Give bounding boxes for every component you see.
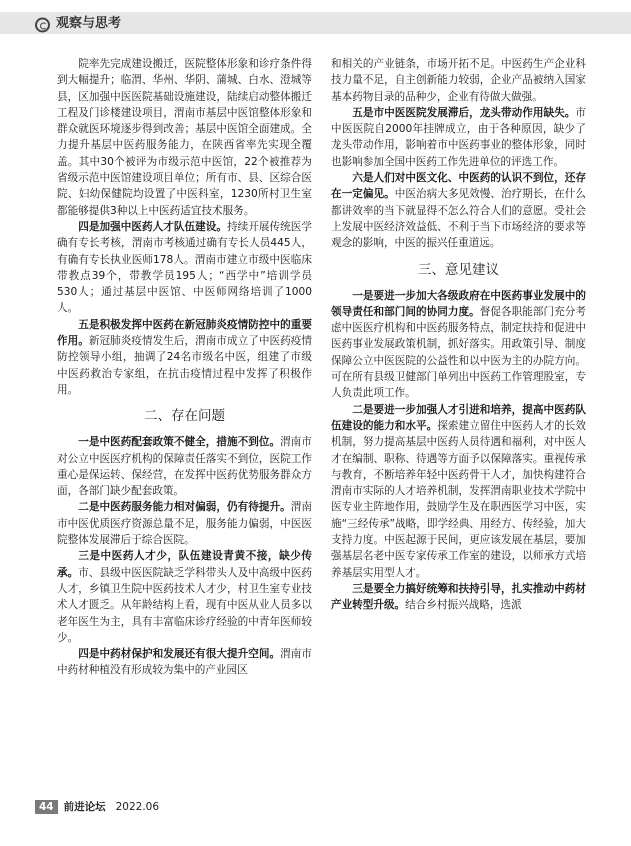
section-heading: 二、存在问题 [144,408,225,425]
body-paragraph [331,105,586,170]
paragraph-lead: 五是积极发挥中医药在新冠肺炎疫情防控中的重要作用。 [57,318,312,348]
paragraph-text: 新冠肺炎疫情发生后，渭南市成立了中医药疫情防控领导小组，抽调了24名市级名中医，组建了市级中医药救治专家组，在抗击疫情过程中发挥了积极作用。 [57,335,313,396]
page-header [0,0,631,44]
page-footer [35,800,595,814]
paragraph-lead: 五是市中医医院发展滞后，龙头带动作用缺失。 [352,106,576,119]
body-paragraph [331,402,586,581]
body-paragraph [57,219,312,317]
paragraph-lead: 一是要进一步加大各级政府在中医药事业发展中的领导责任和部门间的协同力度。 [331,289,586,318]
paragraph-text: 市、县级中医医院缺乏学科带头人及中高级中医药人才，乡镇卫生院中医药技术人才少，村卫生室专业技术人才匮乏。从年龄结构上看，现有中医从业人员多以老年医生为主，具有丰富临床诊疗经验的中青年医师较少。 [57,566,313,644]
body-paragraph [331,581,586,614]
journal-name: 前进论坛 [63,801,106,813]
paragraph-text: 市中医医院自2000年挂牌成立，由于各种原因，缺少了龙头带动作用，影响着市中医药事业的整体形象，同时也影响参加全国中医药工作先进单位的评选工作。 [331,106,586,168]
body-paragraph [57,317,312,398]
paragraph-lead: 三是中医药人才少，队伍建设青黄不接，缺少传承。 [57,550,312,579]
body-paragraph [331,170,586,251]
journal-logo-icon [35,18,50,33]
body-paragraph [57,548,312,646]
column-title: 观察与思考 [56,16,122,31]
issue-date: 2022.06 [115,801,160,813]
paragraph-text: 持续开展传统医学确有专长考核，渭南市考核通过确有专长人员445人，有确有专长执业医师178人。渭南市建立市级中医临床带教点39个，带教学员195人；“西学中”培训学员530人；通过基层中医馆、中医师网络培训了1000人。 [57,220,312,315]
paragraph-text: 和相关的产业链条，市场开拓不足。中医药生产企业科技力量不足，自主创新能力较弱，企业产品被纳入国家基本药物目录的品种少，企业有待做大做强。 [331,58,586,103]
section-heading: 三、意见建议 [418,261,499,278]
right-text-column [331,56,586,614]
body-paragraph [331,288,586,402]
paragraph-lead: 一是中医药配套政策不健全，措施不到位。 [78,436,281,449]
paragraph-text: 督促各职能部门充分考虑中医医疗机构和中医药服务特点，制定扶持和促进中医药事业发展政策机制，抓好落实。用政策引导、制度保障公立中医医院的公益性和以中医为主的办院方向。可在所有县级卫健部门单列出中医药工作管理股室，专人负责此项工作。 [331,305,587,400]
paragraph-text: 院率先完成建设搬迁，医院整体形象和诊疗条件得到大幅提升；临渭、华州、华阴、蒲城、白水、澄城等县，区加强中医医院基础设施建设，陆续启动整体搬迁工程及门诊楼建设项目，渭南市基层中医馆整体形象和群众就医环境逐步得到改善；基层中医馆全面建成。全力提升基层中医药服务能力，在陕西省率先实现全覆盖。其中30个被评为市级示范中医馆，22个被推荐为省级示范中医馆建设项目单位；所有市、县、区综合医院、妇幼保健院均设置了中医科室，1230所村卫生室都能够提供3种以上中医药适宜技术服务。 [57,58,312,217]
paragraph-lead: 六是人们对中医文化、中医药的认识不到位，还存在一定偏见。 [331,172,586,201]
paragraph-text: 结合乡村振兴战略，选派 [405,599,522,612]
paragraph-text: 中医治病大多见效慢、治疗期长，在什么都讲效率的当下就显得不怎么符合人们的意愿。受社会上发展中医经济效益低、不利于当下市场经济的要求等观念的影响，中医的振兴任重道远。 [331,188,587,250]
paragraph-text: 探索建立留住中医药人才的长效机制，努力提高基层中医药人员待遇和福利，对中医人才在编制、职称、待遇等方面予以保障落实。重视传承与教育，不断培养年轻中医药骨干人才，加快构建符合渭南市实际的人才培养机制，发挥渭南职业技术学院中医专业主阵地作用，鼓励学生及在职西医学习中医，实施“三经传承”战略，即学经典、用经方、传经验，加大支持力度。中医起源于民间，更应该发展在基层，要加强基层名老中医专家传承工作室的建设，以师承方式培养基层实用型人才。 [331,419,587,579]
left-text-column [57,56,312,679]
body-paragraph [57,56,312,219]
body-paragraph [57,499,312,548]
body-paragraph [331,56,586,105]
paragraph-text: 渭南市对公立中医医疗机构的保障责任落实不到位，医院工作重心是保运转、保经营，在发挥中医药优势服务群众方面，各部门缺少配套政策。 [57,436,313,498]
paragraph-text: 渭南市中医优质医疗资源总量不足，服务能力偏弱，中医医院整体发展滞后于综合医院。 [57,501,313,547]
paragraph-lead: 四是加强中医药人才队伍建设。 [78,220,227,233]
body-paragraph [57,434,312,499]
paragraph-lead: 三是要全力搞好统筹和扶持引导，扎实推动中药材产业转型升级。 [331,582,586,612]
body-paragraph [57,646,312,679]
paragraph-lead: 二是要进一步加强人才引进和培养，提高中医药队伍建设的能力和水平。 [331,403,586,432]
paragraph-lead: 四是中药材保护和发展还有很大提升空间。 [78,648,281,661]
page-number: 44 [35,800,58,814]
paragraph-text: 渭南市中药材种植没有形成较为集中的产业园区 [57,648,313,677]
paragraph-lead: 二是中医药服务能力相对偏弱，仍有待提升。 [78,501,291,514]
